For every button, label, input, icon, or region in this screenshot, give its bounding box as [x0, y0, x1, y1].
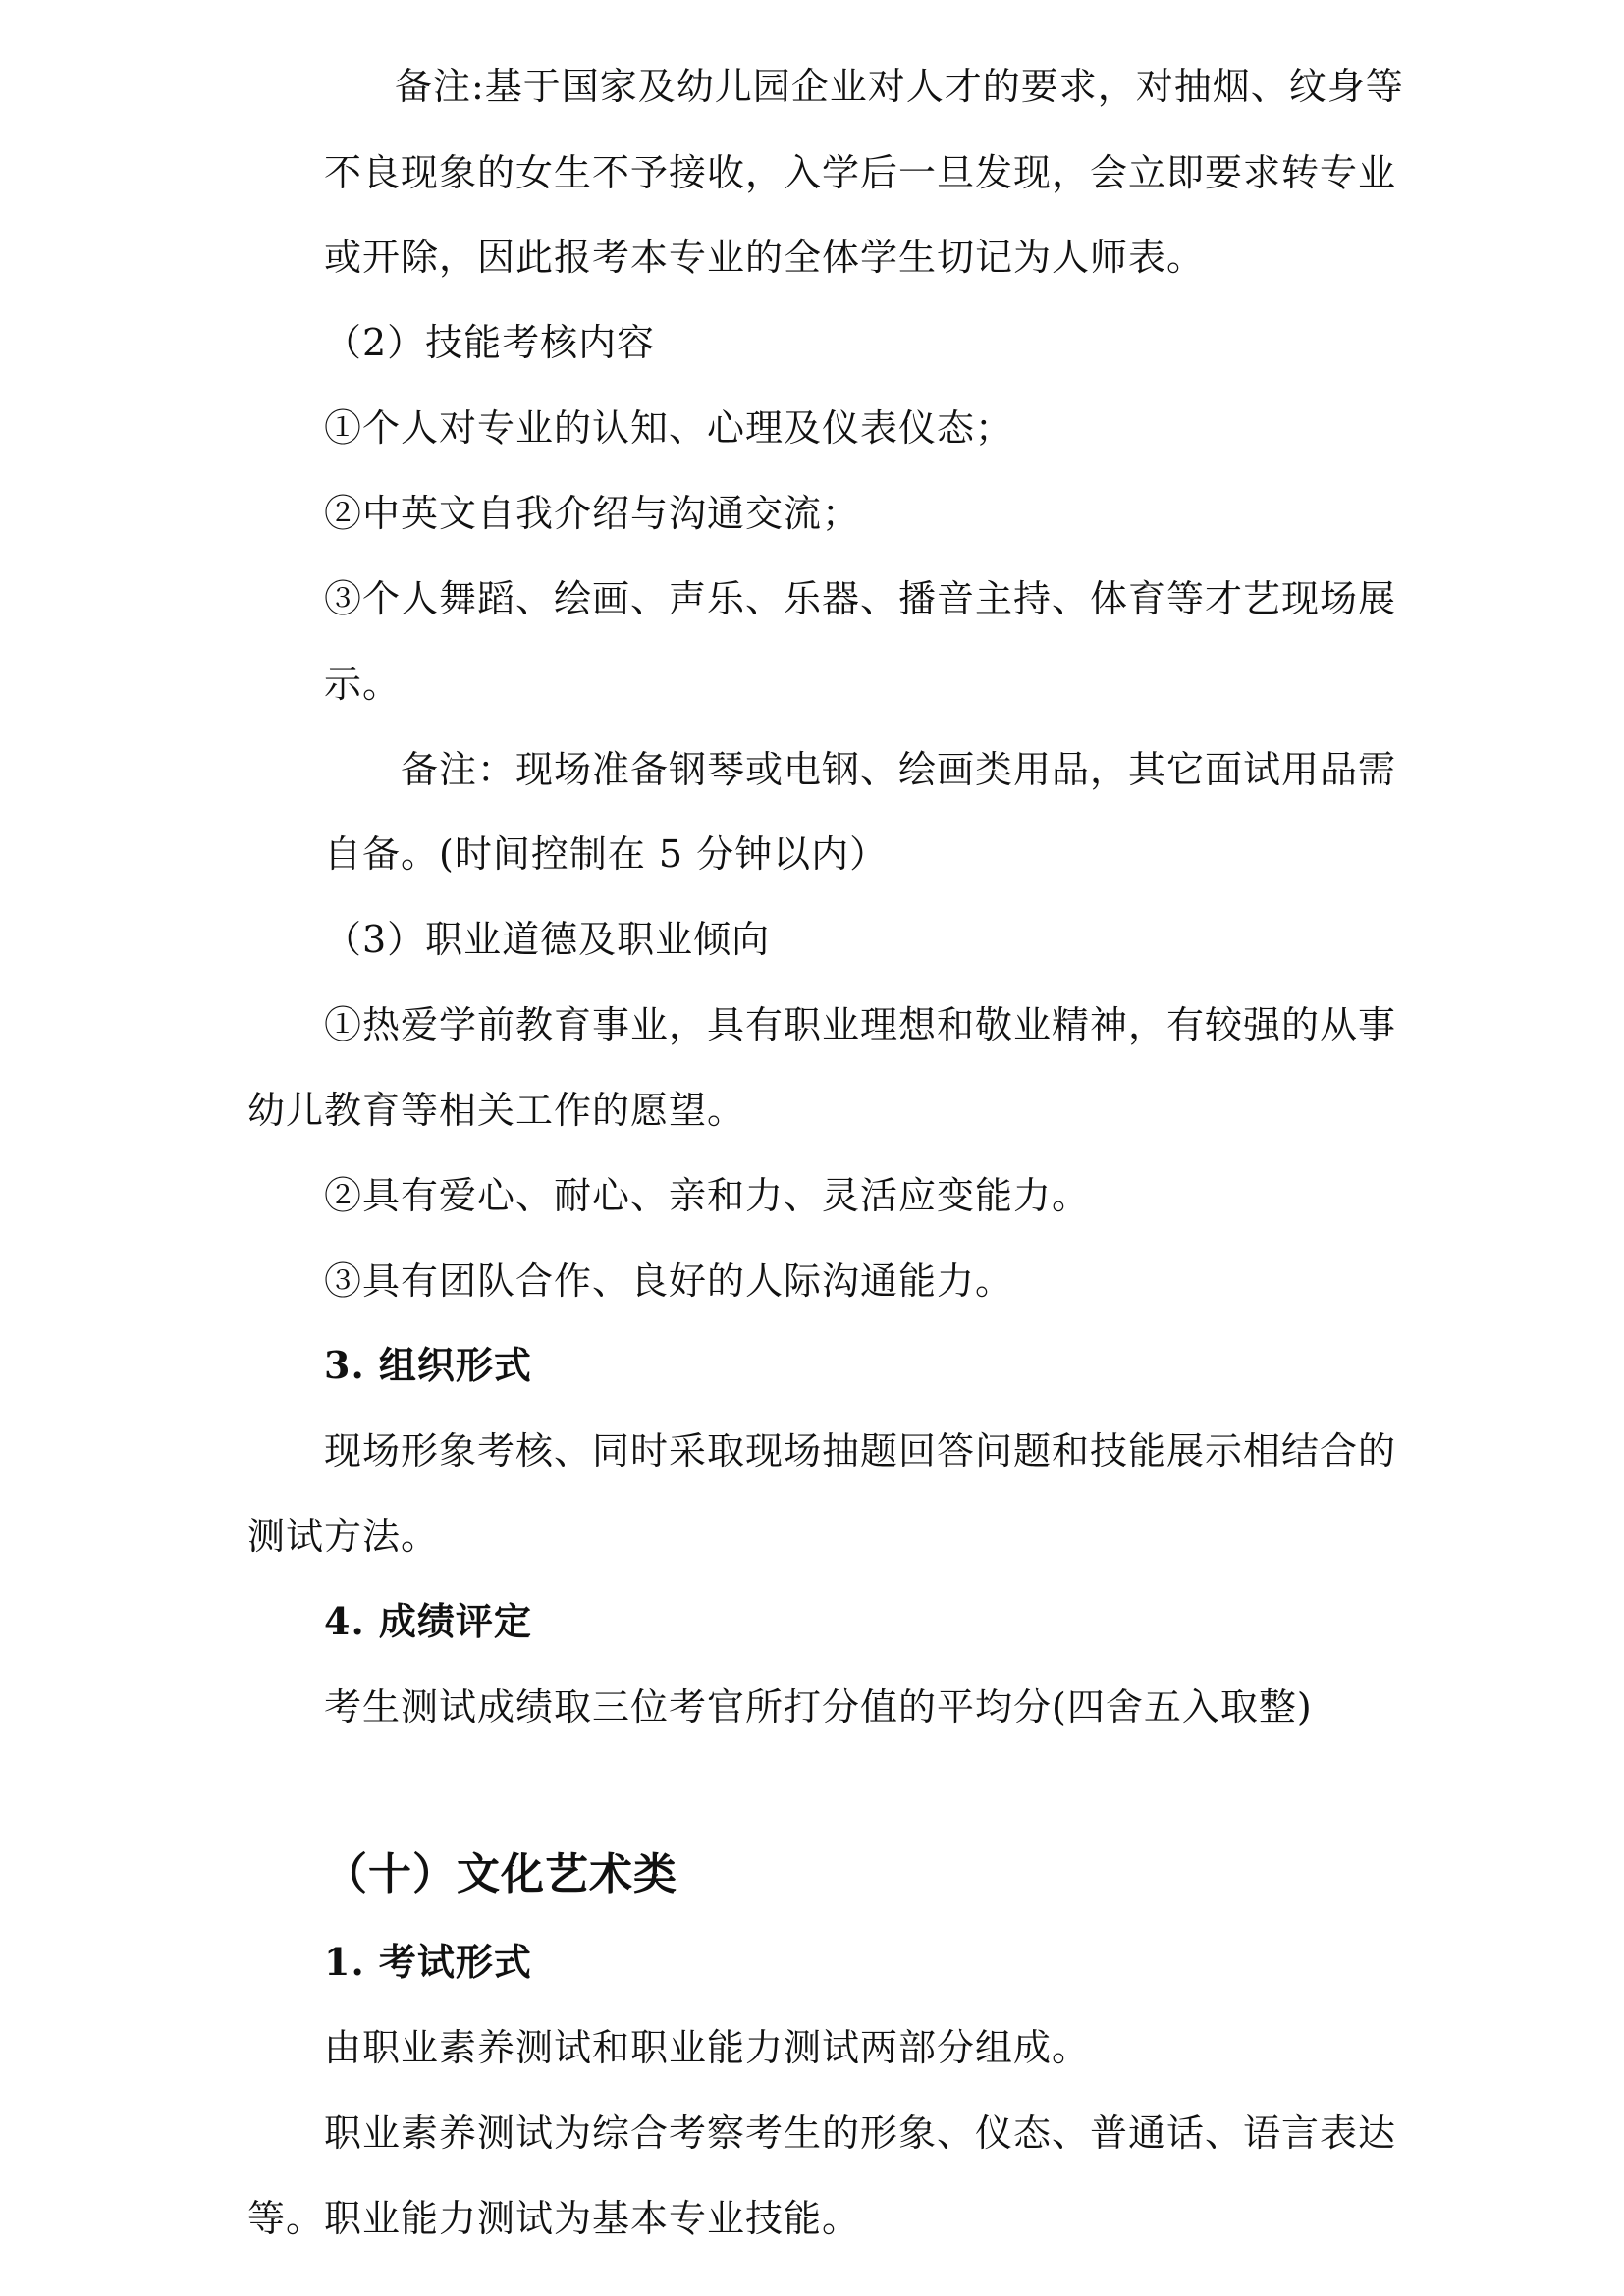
ethics-item-1: ①热爱学前教育事业，具有职业理想和敬业精神，有较强的从事 [324, 1003, 1397, 1046]
exam-form-line-2: 职业素养测试为综合考察考生的形象、仪态、普通话、语言表达 [324, 2111, 1397, 2155]
note-line-1: 备注:基于国家及幼儿园企业对人才的要求，对抽烟、纹身等 [395, 65, 1404, 108]
exam-form-line-3: 等。职业能力测试为基本专业技能。 [247, 2197, 861, 2240]
heading-organization: 3. 组织形式 [324, 1343, 532, 1387]
scoring-line-1: 考生测试成绩取三位考官所打分值的平均分(四舍五入取整) [324, 1685, 1313, 1729]
ethics-item-3: ③具有团队合作、良好的人际沟通能力。 [324, 1259, 1014, 1303]
note-line-3: 或开除，因此报考本专业的全体学生切记为人师表。 [324, 236, 1206, 279]
ethics-item-2: ②具有爱心、耐心、亲和力、灵活应变能力。 [324, 1174, 1091, 1217]
ethics-item-1-cont: 幼儿教育等相关工作的愿望。 [247, 1089, 746, 1132]
note2-line-1: 备注：现场准备钢琴或电钢、绘画类用品，其它面试用品需 [401, 748, 1397, 791]
skill-item-1: ①个人对专业的认知、心理及仪表仪态； [324, 406, 1014, 450]
note2-line-2: 自备。(时间控制在 5 分钟以内） [324, 832, 889, 876]
organization-line-2: 测试方法。 [247, 1515, 440, 1558]
skill-item-2: ②中英文自我介绍与沟通交流； [324, 492, 861, 535]
exam-form-line-1: 由职业素养测试和职业能力测试两部分组成。 [324, 2026, 1091, 2069]
skill-item-3-cont: 示。 [324, 663, 402, 706]
heading-exam-form: 1. 考试形式 [324, 1940, 532, 1984]
subsection-skill-assessment: （2）技能考核内容 [324, 321, 656, 364]
heading-scoring: 4. 成绩评定 [324, 1599, 532, 1643]
organization-line-1: 现场形象考核、同时采取现场抽题回答问题和技能展示相结合的 [324, 1429, 1397, 1472]
section-title-culture-art: （十）文化艺术类 [324, 1849, 677, 1899]
skill-item-3: ③个人舞蹈、绘画、声乐、乐器、播音主持、体育等才艺现场展 [324, 577, 1397, 620]
subsection-ethics: （3）职业道德及职业倾向 [324, 918, 771, 961]
note-line-2: 不良现象的女生不予接收，入学后一旦发现，会立即要求转专业 [324, 151, 1397, 194]
